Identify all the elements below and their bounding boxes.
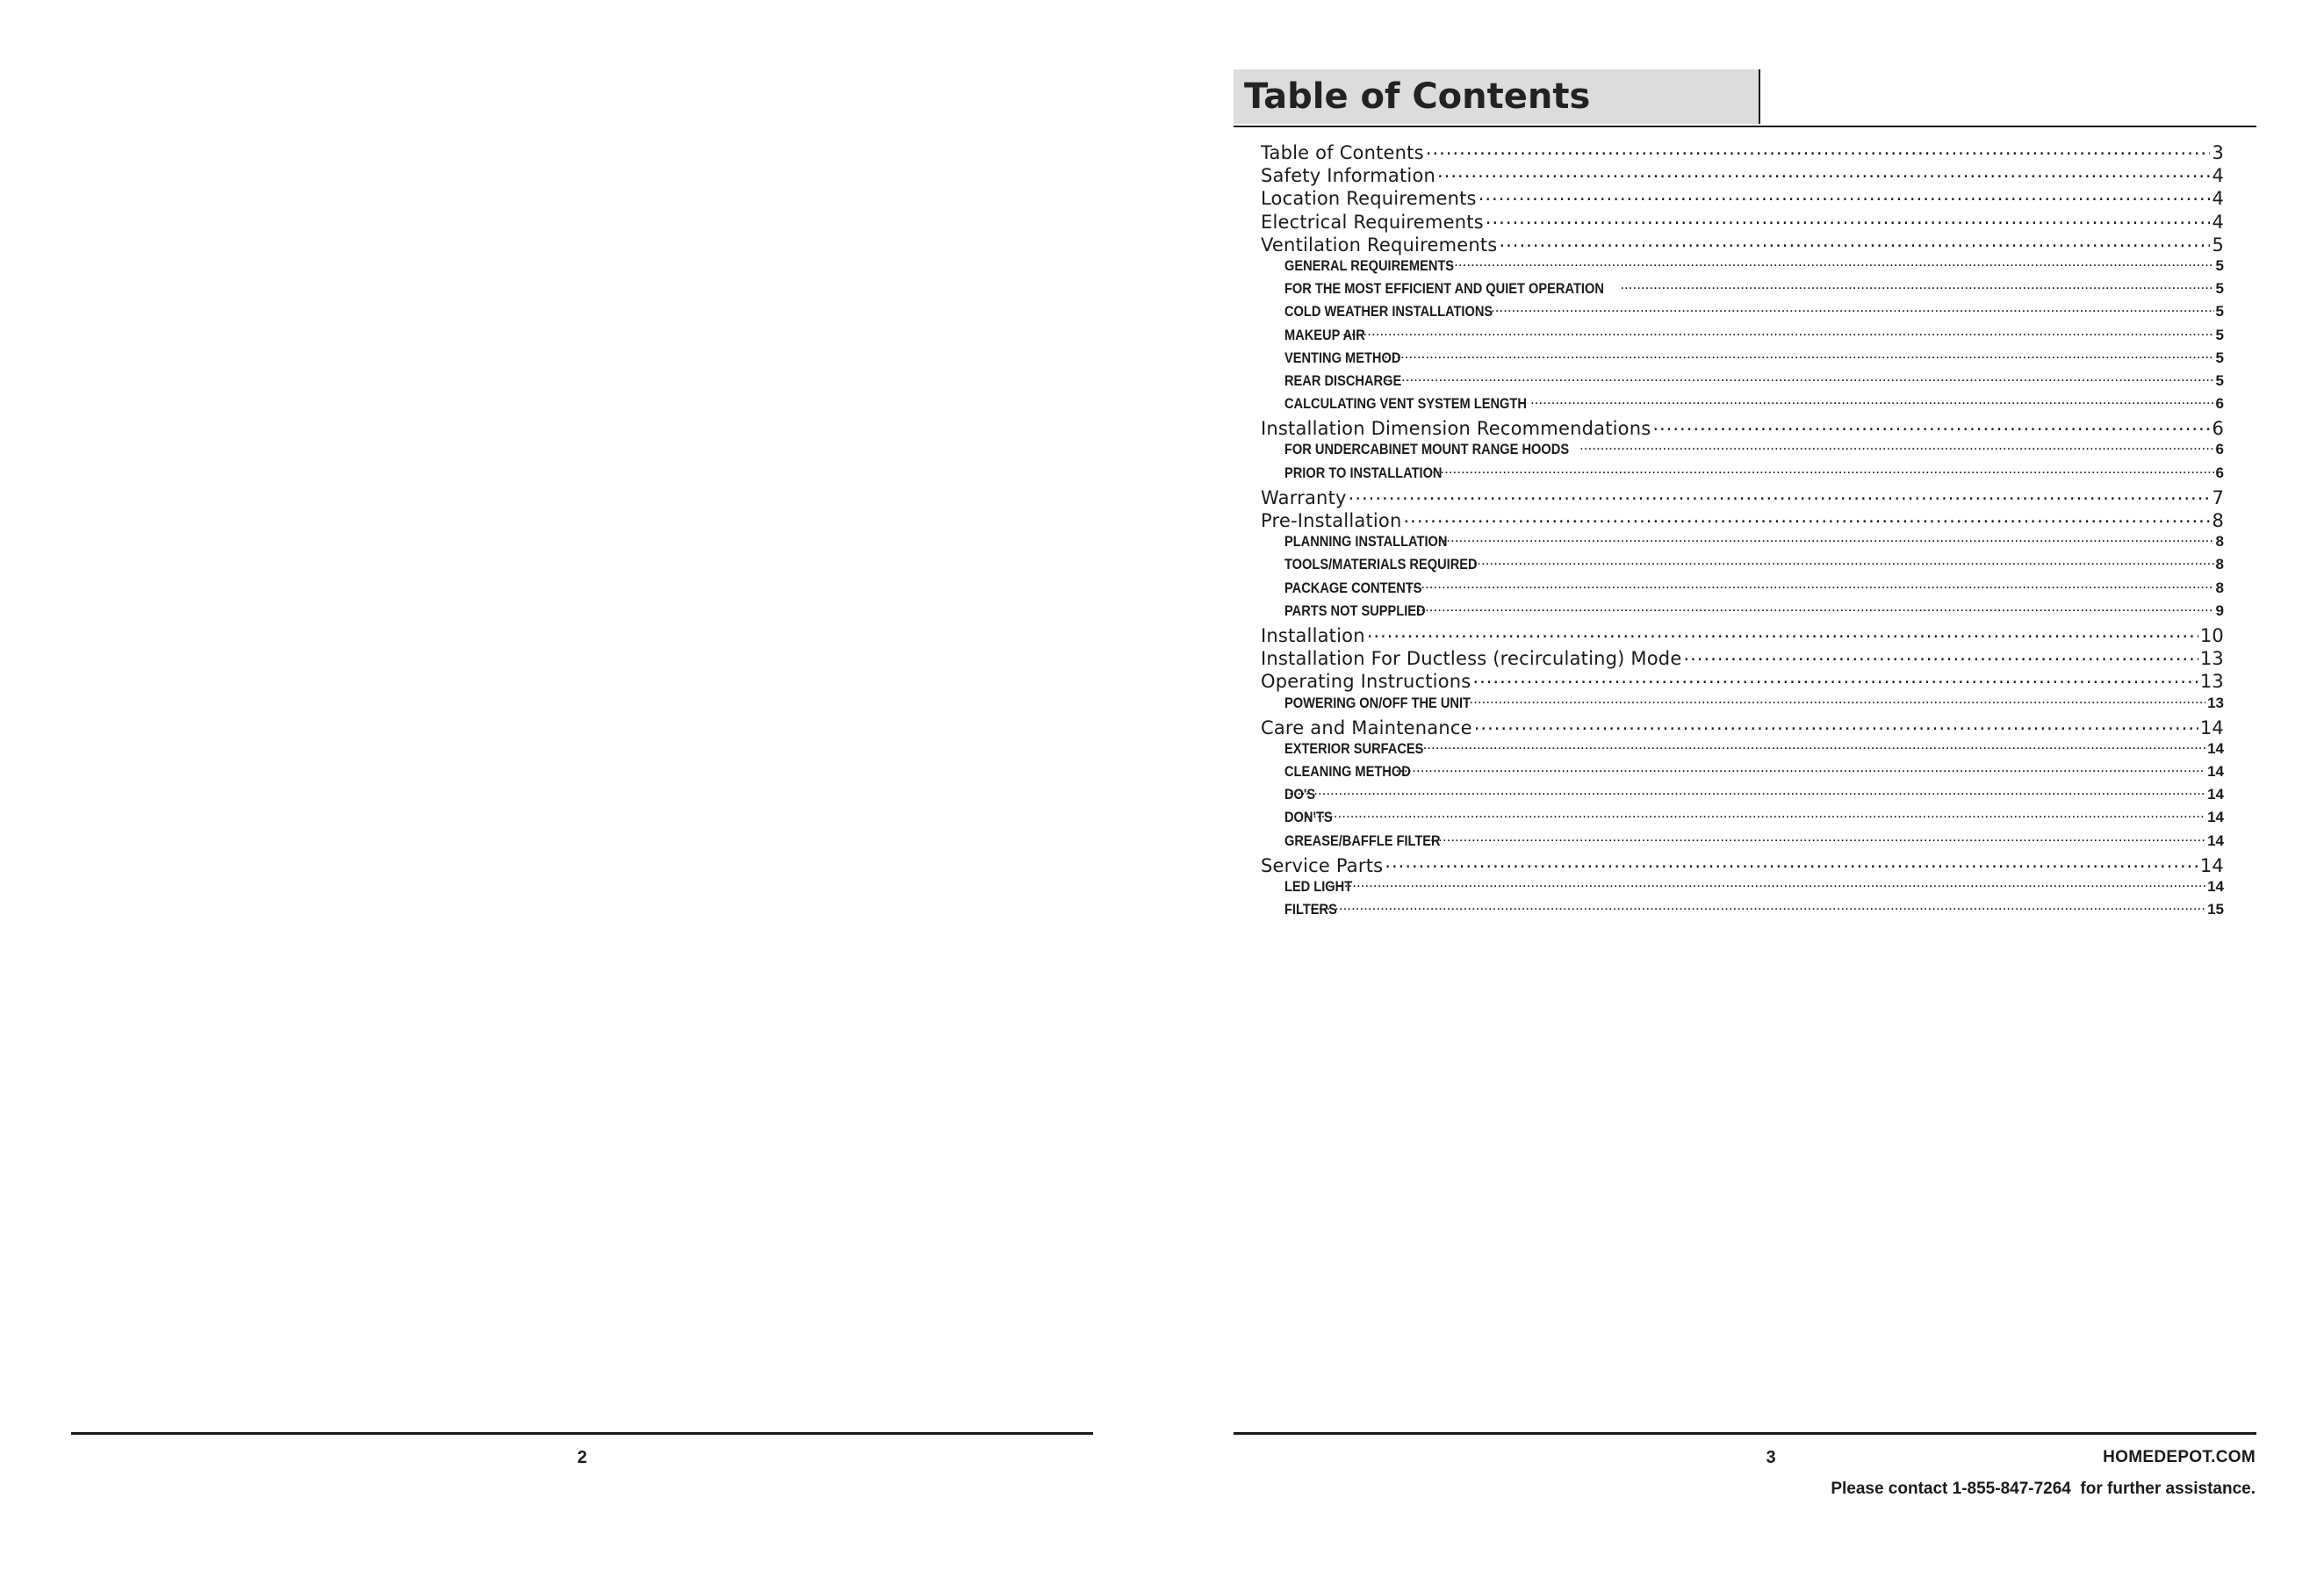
- toc-entry-page: 8: [2215, 579, 2224, 596]
- toc-title-banner: [1234, 69, 2256, 127]
- toc-dot-leader: [1395, 761, 2205, 776]
- toc-dot-leader: [1473, 554, 2214, 569]
- toc-dot-leader: [1349, 486, 2211, 504]
- right-page: [1141, 0, 2324, 1577]
- toc-subentry[interactable]: [1261, 348, 2224, 371]
- toc-entry-title: Installation For Ductless (recirculating) Mode: [1261, 648, 1682, 670]
- toc-entry-title: PRIOR TO INSTALLATION: [1284, 464, 1443, 481]
- toc-entry-page: 6: [2212, 418, 2224, 440]
- toc-entry-title: VENTING METHOD: [1284, 349, 1401, 366]
- toc-subentry[interactable]: [1261, 554, 2224, 577]
- toc-entry-page: 14: [2199, 854, 2224, 876]
- toc-dot-leader: [1437, 163, 2210, 182]
- toc-subentry[interactable]: [1261, 831, 2224, 853]
- toc-entry-title: GENERAL REQUIREMENTS: [1284, 256, 1455, 274]
- toc-entry-title: Service Parts: [1261, 854, 1384, 876]
- site-name: HOMEDEPOT.COM: [2103, 1448, 2256, 1466]
- toc-subentry[interactable]: [1261, 784, 2224, 807]
- toc-dot-leader: [1305, 807, 2205, 822]
- toc-dot-leader: [1479, 186, 2211, 205]
- toc-entry[interactable]: [1261, 853, 2224, 876]
- toc-dot-leader: [1465, 693, 2205, 708]
- toc-entry-page: 3: [2212, 142, 2224, 163]
- toc-subentry[interactable]: [1261, 371, 2224, 393]
- toc-entry[interactable]: [1261, 646, 2224, 669]
- toc-subentry[interactable]: [1261, 601, 2224, 623]
- toc-entry-title: MAKEUP AIR: [1284, 326, 1365, 343]
- left-page: [0, 0, 1141, 1577]
- toc-entry-title: COLD WEATHER INSTALLATIONS: [1284, 303, 1493, 320]
- toc-entry-title: LED LIGHT: [1284, 878, 1353, 895]
- toc-entry-page: 13: [2199, 671, 2224, 693]
- toc-entry[interactable]: [1261, 716, 2224, 738]
- toc-entry[interactable]: [1261, 140, 2224, 163]
- toc-subentry[interactable]: [1261, 876, 2224, 899]
- toc-dot-leader: [1652, 416, 2210, 435]
- toc-entry-page: 14: [2207, 786, 2224, 803]
- toc-entry-page: 14: [2207, 809, 2224, 826]
- toc-dot-leader: [1385, 853, 2198, 872]
- toc-entry-title: TOOLS/MATERIALS REQUIRED: [1284, 556, 1478, 573]
- toc-dot-leader: [1403, 508, 2210, 527]
- left-page-number: 2: [577, 1448, 587, 1467]
- toc-entry-page: 5: [2215, 303, 2224, 320]
- toc-entry-title: Installation Dimension Recommendations: [1261, 418, 1651, 440]
- toc-entry[interactable]: [1261, 416, 2224, 439]
- toc-entry[interactable]: [1261, 233, 2224, 256]
- toc-subentry[interactable]: [1261, 761, 2224, 784]
- toc-subentry[interactable]: [1261, 531, 2224, 554]
- toc-subentry[interactable]: [1261, 738, 2224, 761]
- toc-entry-page: 14: [2207, 763, 2224, 781]
- toc-subentry[interactable]: [1261, 301, 2224, 324]
- toc-subentry[interactable]: [1261, 439, 2224, 462]
- toc-entry[interactable]: [1261, 486, 2224, 508]
- toc-entry-page: 5: [2212, 234, 2224, 256]
- toc-entry[interactable]: [1261, 210, 2224, 233]
- toc-entry-title: REAR DISCHARGE: [1284, 371, 1402, 389]
- toc-subentry[interactable]: [1261, 325, 2224, 348]
- toc-dot-leader: [1474, 716, 2198, 734]
- toc-entry-title: FOR THE MOST EFFICIENT AND QUIET OPERATION: [1284, 280, 1604, 298]
- toc-entry-page: 14: [2199, 716, 2224, 738]
- toc-entry-title: PLANNING INSTALLATION: [1284, 533, 1448, 551]
- toc-dot-leader: [1579, 439, 2213, 454]
- toc-entry-title: FOR UNDERCABINET MOUNT RANGE HOODS: [1284, 441, 1570, 458]
- toc-dot-leader: [1438, 531, 2214, 546]
- toc-entry-page: 15: [2207, 901, 2224, 918]
- page-title: Table of Contents: [1244, 76, 1591, 117]
- toc-subentry[interactable]: [1261, 463, 2224, 486]
- toc-subentry[interactable]: [1261, 256, 2224, 278]
- toc-entry-page: 13: [2199, 648, 2224, 670]
- toc-dot-leader: [1413, 601, 2214, 616]
- toc-entry-page: 4: [2212, 211, 2224, 233]
- toc-entry-title: PARTS NOT SUPPLIED: [1284, 601, 1426, 619]
- toc-entry-page: 4: [2212, 165, 2224, 187]
- toc-entry-title: FILTERS: [1284, 901, 1337, 918]
- toc-entry-title: Pre-Installation: [1261, 510, 1402, 531]
- toc-entry-page: 14: [2207, 832, 2224, 849]
- toc-entry-page: 14: [2207, 878, 2224, 895]
- toc-entry-title: Care and Maintenance: [1261, 716, 1472, 738]
- toc-dot-leader: [1486, 210, 2211, 228]
- toc-entry[interactable]: [1261, 669, 2224, 692]
- toc-entry-page: 5: [2215, 280, 2224, 298]
- toc-dot-leader: [1408, 578, 2213, 593]
- toc-entry-title: Safety Information: [1261, 165, 1436, 187]
- toc-entry[interactable]: [1261, 163, 2224, 186]
- toc-entry-title: PACKAGE CONTENTS: [1284, 579, 1422, 596]
- toc-entry-page: 8: [2212, 510, 2224, 531]
- toc-title-shade: [1234, 69, 1760, 124]
- right-footer-rule: [1234, 1432, 2256, 1435]
- toc-subentry[interactable]: [1261, 693, 2224, 716]
- toc-entry-title: Table of Contents: [1261, 142, 1424, 163]
- toc-dot-leader: [1472, 669, 2198, 688]
- toc-entry-page: 5: [2215, 256, 2224, 274]
- toc-subentry[interactable]: [1261, 393, 2224, 416]
- toc-dot-leader: [1530, 393, 2214, 408]
- toc-entry-title: DON'TS: [1284, 809, 1333, 826]
- toc-entry-page: 7: [2212, 486, 2224, 508]
- toc-subentry[interactable]: [1261, 807, 2224, 830]
- toc-dot-leader: [1683, 646, 2198, 665]
- toc-dot-leader: [1499, 233, 2210, 251]
- toc-dot-leader: [1385, 371, 2213, 385]
- toc-entry-title: Ventilation Requirements: [1261, 234, 1498, 256]
- toc-entry-title: DO'S: [1284, 786, 1316, 803]
- left-footer-rule: [71, 1432, 1093, 1435]
- toc-entry-title: CLEANING METHOD: [1284, 763, 1411, 781]
- toc-entry-page: 4: [2212, 188, 2224, 210]
- toc-dot-leader: [1327, 876, 2205, 891]
- toc-entry-page: 5: [2215, 349, 2224, 366]
- toc-entry-title: CALCULATING VENT SYSTEM LENGTH: [1284, 395, 1527, 413]
- toc-entry-page: 6: [2215, 395, 2224, 413]
- toc-entry[interactable]: [1261, 186, 2224, 209]
- toc-dot-leader: [1410, 738, 2205, 753]
- toc-subentry[interactable]: [1261, 278, 2224, 301]
- toc-entry-page: 9: [2215, 601, 2224, 619]
- toc-entry-page: 10: [2199, 624, 2224, 646]
- toc-dot-leader: [1430, 831, 2205, 846]
- toc-entry-title: Warranty: [1261, 486, 1347, 508]
- toc-entry-page: 6: [2215, 464, 2224, 481]
- toc-entry[interactable]: [1261, 623, 2224, 646]
- toc-entry-page: 13: [2207, 694, 2224, 711]
- toc-dot-leader: [1310, 899, 2205, 914]
- toc-subentry[interactable]: [1261, 899, 2224, 922]
- toc-dot-leader: [1384, 348, 2213, 363]
- toc-dot-leader: [1342, 325, 2214, 340]
- toc-dot-leader: [1426, 140, 2211, 159]
- toc-entry-title: Location Requirements: [1261, 188, 1477, 210]
- toc-entry-title: GREASE/BAFFLE FILTER: [1284, 832, 1441, 849]
- toc-dot-leader: [1284, 784, 2205, 799]
- toc-entry-title: Operating Instructions: [1261, 671, 1471, 693]
- toc-entry-title: POWERING ON/OFF THE UNIT: [1284, 694, 1471, 711]
- toc-dot-leader: [1367, 623, 2198, 642]
- toc-entry-title: EXTERIOR SURFACES: [1284, 739, 1424, 757]
- toc-dot-leader: [1491, 301, 2214, 316]
- toc-dot-leader: [1446, 256, 2214, 270]
- table-of-contents-list: [1261, 140, 2224, 922]
- toc-entry-title: Installation: [1261, 624, 1365, 646]
- toc-entry-page: 8: [2215, 556, 2224, 573]
- toc-entry-page: 8: [2215, 533, 2224, 551]
- toc-subentry[interactable]: [1261, 578, 2224, 601]
- toc-dot-leader: [1620, 278, 2213, 293]
- toc-entry-page: 14: [2207, 739, 2224, 757]
- toc-entry-page: 5: [2215, 326, 2224, 343]
- contact-line: Please contact 1-855-847-7264 for further assistance.: [1831, 1480, 2256, 1498]
- toc-entry-page: 6: [2215, 441, 2224, 458]
- toc-entry-title: Electrical Requirements: [1261, 211, 1484, 233]
- right-page-number: 3: [1766, 1448, 1776, 1467]
- toc-entry[interactable]: [1261, 508, 2224, 531]
- toc-entry-page: 5: [2215, 371, 2224, 389]
- toc-dot-leader: [1432, 463, 2214, 478]
